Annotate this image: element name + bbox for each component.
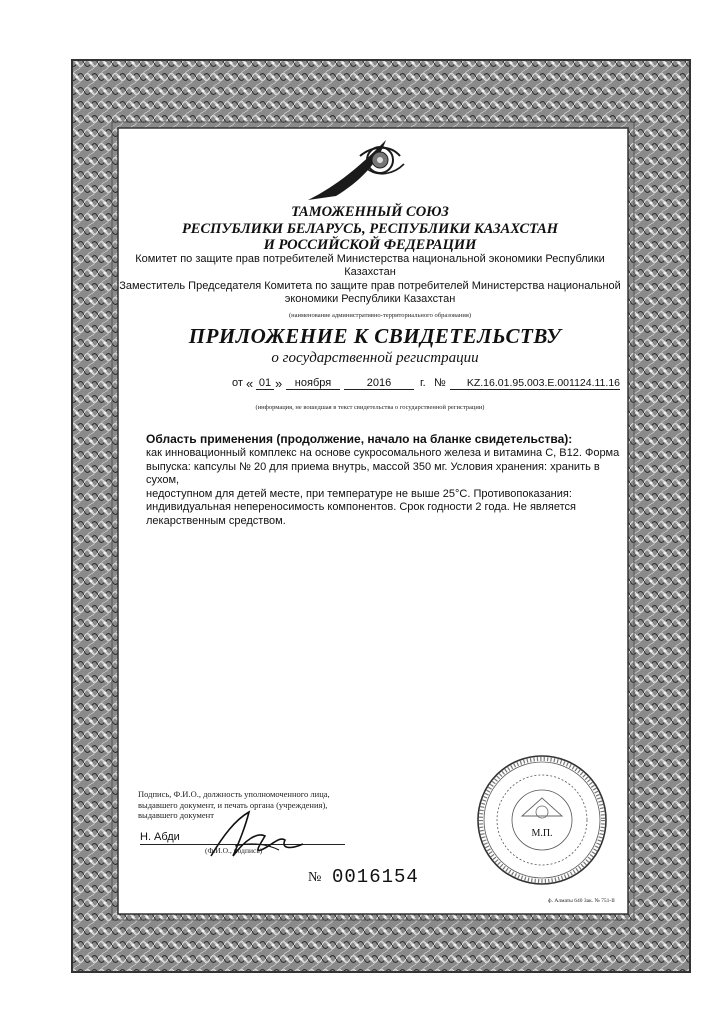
scope-line-1: как инновационный комплекс на основе сукросомального железа и витамина С, В12. Форма — [146, 447, 620, 459]
scope-heading: Область применения (продолжение, начало на бланке свидетельства): — [146, 432, 573, 446]
date-close-quote: » — [275, 376, 283, 391]
date-year: 2016 — [344, 377, 414, 390]
union-line-3: И РОССИЙСКОЙ ФЕДЕРАЦИИ — [263, 237, 477, 253]
customs-union-emblem-icon — [300, 134, 420, 204]
date-open-quote: « — [246, 376, 254, 391]
signature-caption-line-3: выдавшего документ — [138, 810, 214, 820]
authority-line-3: Заместитель Председателя Комитета по защите прав потребителей Министерства национальной — [119, 279, 621, 292]
issuing-authority — [114, 253, 626, 306]
serial-number-block — [308, 866, 438, 890]
union-header — [150, 204, 590, 254]
certificate-number-label: № — [434, 377, 446, 389]
scope-body — [146, 447, 626, 529]
scope-line-4: индивидуальная непереносимость компонентов. Срок годности 2 года. Не является — [146, 501, 577, 514]
document-title: ПРИЛОЖЕНИЕ К СВИДЕТЕЛЬСТВУ — [188, 324, 562, 348]
date-year-suffix: г. — [420, 377, 426, 389]
printer-imprint: ф. Алматы 640 Зак. № 751-II — [548, 898, 615, 904]
scope-line-5: лекарственным средством. — [146, 514, 286, 527]
signature-caption-line-2: выдавшего документ, и печать органа (учреждения), — [138, 799, 328, 810]
document-subtitle: о государственной регистрации — [271, 350, 479, 366]
authority-line-4: экономики Республики Казахстан — [284, 292, 456, 305]
serial-prefix: № — [308, 870, 322, 885]
date-number-line — [232, 377, 622, 393]
scope-line-2: выпуска: капсулы № 20 для приема внутрь, массой 350 мг. Условия хранения: хранить в сухом, — [146, 460, 600, 487]
serial-number: 0016154 — [332, 866, 419, 888]
date-month: ноября — [286, 377, 340, 390]
union-line-1: ТАМОЖЕННЫЙ СОЮЗ — [291, 204, 449, 220]
authority-line-2: Казахстан — [344, 266, 396, 279]
signature-caption-line-1: Подпись, Ф.И.О., должность уполномоченного лица, — [138, 789, 330, 799]
official-stamp — [474, 752, 610, 888]
handwritten-signature — [205, 806, 315, 866]
certificate-number: KZ.16.01.95.003.E.001124.11.16 — [450, 377, 620, 390]
signer-name-caption: (Ф.И.О., подпись) — [205, 846, 263, 855]
date-line-caption: (информация, не вошедшая в текст свидетельства о государственной регистрации) — [255, 404, 485, 411]
authority-line-1: Комитет по защите прав потребителей Министерства национальной экономики Республики — [135, 253, 605, 265]
date-from-label: от — [232, 377, 243, 389]
signer-name: Н. Абди — [140, 831, 345, 845]
scope-line-3: недоступном для детей месте, при температуре не выше 25°С. Противопоказания: — [146, 487, 572, 500]
union-line-2: РЕСПУБЛИКИ БЕЛАРУСЬ, РЕСПУБЛИКИ КАЗАХСТАН — [181, 220, 559, 237]
stamp-label: М.П. — [531, 828, 553, 839]
date-day: 01 — [256, 377, 274, 390]
authority-caption: (наименование административно-территориального образования) — [288, 312, 471, 319]
